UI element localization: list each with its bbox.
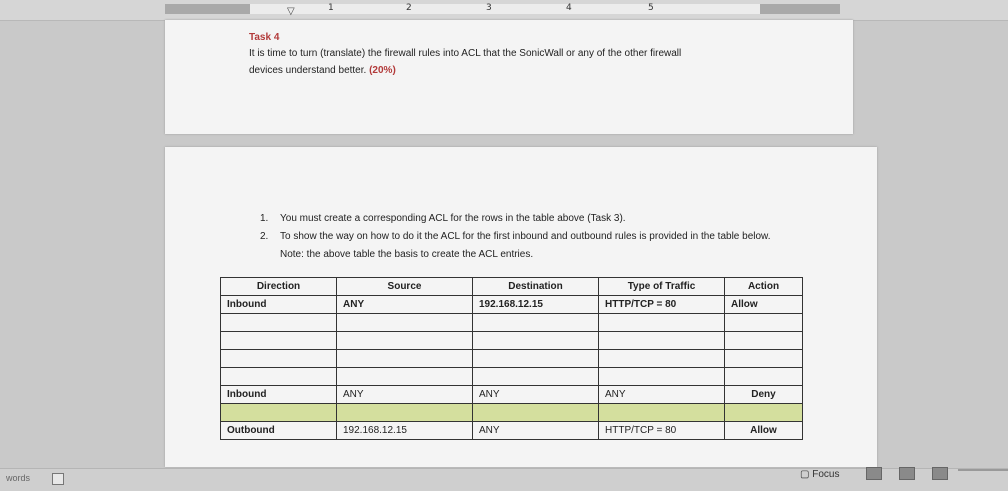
table-row[interactable]: [221, 350, 803, 368]
table-cell[interactable]: [221, 368, 337, 386]
document-page[interactable]: [165, 20, 853, 134]
table-cell[interactable]: [337, 350, 473, 368]
table-cell[interactable]: HTTP/TCP = 80: [599, 422, 725, 440]
list-item: [260, 210, 790, 228]
document-page[interactable]: [165, 147, 877, 467]
table-cell[interactable]: Allow: [725, 422, 803, 440]
table-cell[interactable]: [725, 404, 803, 422]
table-cell[interactable]: [473, 350, 599, 368]
table-cell[interactable]: ANY: [473, 422, 599, 440]
list-text: You must create a corresponding ACL for the rows in the table above (Task 3).: [280, 213, 626, 224]
table-row[interactable]: [221, 368, 803, 386]
table-cell[interactable]: ANY: [337, 386, 473, 404]
table-cell[interactable]: [725, 332, 803, 350]
focus-label: Focus: [812, 469, 840, 480]
header-destination: Destination: [473, 278, 599, 296]
table-cell[interactable]: [599, 314, 725, 332]
table-cell[interactable]: 192.168.12.15: [337, 422, 473, 440]
table-cell[interactable]: [337, 368, 473, 386]
task-description: [249, 45, 789, 79]
table-row[interactable]: [221, 422, 803, 440]
print-layout-icon[interactable]: [899, 467, 915, 480]
table-cell[interactable]: [337, 404, 473, 422]
table-cell[interactable]: [221, 350, 337, 368]
table-header-row: [221, 278, 803, 296]
table-cell[interactable]: [337, 332, 473, 350]
table-row[interactable]: [221, 386, 803, 404]
table-row[interactable]: [221, 332, 803, 350]
focus-button[interactable]: [800, 469, 839, 480]
table-cell[interactable]: [473, 314, 599, 332]
table-cell[interactable]: [473, 332, 599, 350]
ruler-left-margin: [165, 4, 250, 14]
table-cell[interactable]: [725, 368, 803, 386]
table-cell[interactable]: Allow: [725, 296, 803, 314]
read-mode-icon[interactable]: [866, 467, 882, 480]
table-cell[interactable]: Deny: [725, 386, 803, 404]
instruction-list: [260, 210, 790, 264]
ruler[interactable]: [0, 0, 1008, 21]
table-cell[interactable]: [337, 314, 473, 332]
list-item: [260, 228, 790, 264]
acl-table[interactable]: [220, 277, 803, 440]
table-cell[interactable]: ANY: [473, 386, 599, 404]
table-row[interactable]: [221, 296, 803, 314]
list-text: To show the way on how to do it the ACL for the first inbound and outbound rules is provided in the table below. Note: the above table the basis to create the ACL entries.: [280, 231, 771, 260]
web-layout-icon[interactable]: [932, 467, 948, 480]
document-icon[interactable]: [52, 473, 64, 485]
list-number: 1.: [260, 213, 269, 224]
list-number: 2.: [260, 231, 269, 242]
task-line-1: It is time to turn (translate) the firewall rules into ACL that the SonicWall or any of the other firewall: [249, 48, 682, 59]
ruler-number: 5: [648, 3, 654, 13]
word-count[interactable]: words: [6, 473, 31, 483]
table-cell[interactable]: [599, 404, 725, 422]
table-cell[interactable]: [221, 332, 337, 350]
table-cell[interactable]: [221, 404, 337, 422]
table-row[interactable]: [221, 314, 803, 332]
table-cell[interactable]: [599, 332, 725, 350]
task-title: Task 4: [249, 32, 280, 43]
table-cell[interactable]: [473, 368, 599, 386]
zoom-slider[interactable]: [958, 469, 1008, 471]
table-cell[interactable]: [221, 314, 337, 332]
header-direction: Direction: [221, 278, 337, 296]
header-type-of-traffic: Type of Traffic: [599, 278, 725, 296]
table-cell[interactable]: Inbound: [221, 296, 337, 314]
indent-marker-icon[interactable]: ▽: [287, 6, 295, 17]
header-source: Source: [337, 278, 473, 296]
ruler-number: 3: [486, 3, 492, 13]
table-cell[interactable]: [473, 404, 599, 422]
ruler-strip: [250, 4, 760, 14]
ruler-number: 2: [406, 3, 412, 13]
header-action: Action: [725, 278, 803, 296]
table-cell[interactable]: 192.168.12.15: [473, 296, 599, 314]
table-cell[interactable]: [599, 368, 725, 386]
ruler-number: 4: [566, 3, 572, 13]
table-cell[interactable]: Outbound: [221, 422, 337, 440]
table-cell[interactable]: ANY: [337, 296, 473, 314]
table-cell[interactable]: [725, 350, 803, 368]
table-cell[interactable]: ANY: [599, 386, 725, 404]
table-cell[interactable]: [725, 314, 803, 332]
table-row-highlighted[interactable]: [221, 404, 803, 422]
task-line-2: devices understand better.: [249, 65, 367, 76]
task-percent: (20%): [369, 65, 396, 76]
table-cell[interactable]: [599, 350, 725, 368]
focus-icon: ▢: [800, 469, 810, 480]
status-bar: [0, 468, 1008, 491]
ruler-right-margin: [760, 4, 840, 14]
ruler-number: 1: [328, 3, 334, 13]
table-cell[interactable]: Inbound: [221, 386, 337, 404]
table-cell[interactable]: HTTP/TCP = 80: [599, 296, 725, 314]
